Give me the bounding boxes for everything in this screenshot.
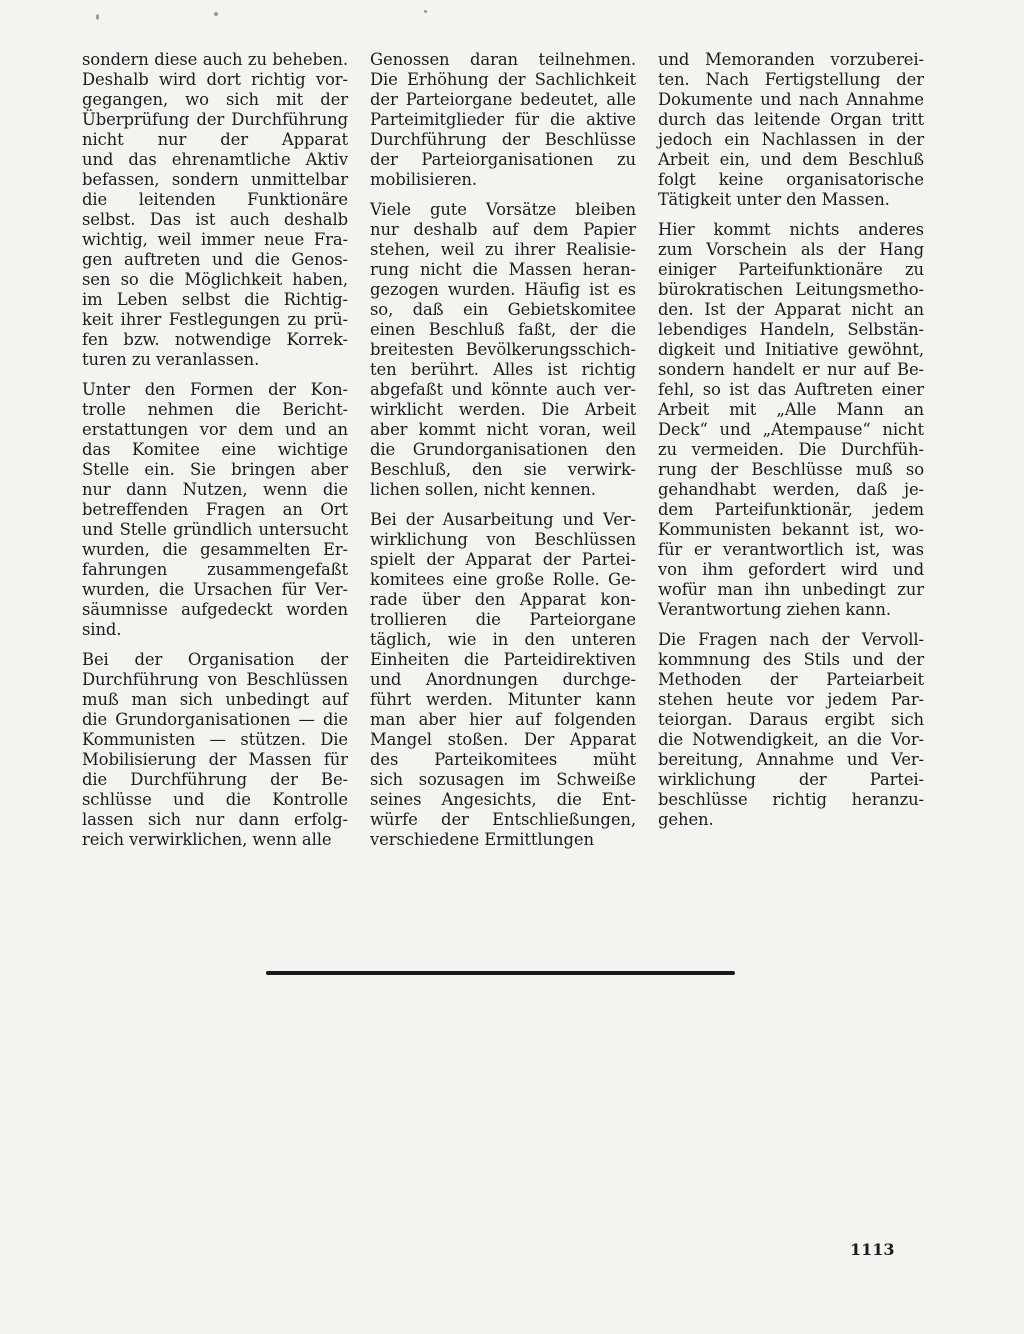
text-line: Kommunisten bekannt ist, wo- [658,520,924,539]
print-speck [214,12,218,16]
text-line: muß man sich unbedingt auf [82,690,348,709]
text-line: betreffenden Fragen an Ort [82,500,348,519]
text-line: wirklichung der Partei- [658,770,924,789]
text-line: Die Fragen nach der Vervoll- [658,630,924,649]
text-line: man aber hier auf folgenden [370,710,636,729]
text-line: gehen. [658,810,714,829]
text-line: reich verwirklichen, wenn alle [82,830,332,849]
text-line: teiorgan. Daraus ergibt sich [658,710,924,729]
text-line: selbst. Das ist auch deshalb [82,210,348,229]
text-line: durch das leitende Organ tritt [658,110,924,129]
text-line: abgefaßt und könnte auch ver- [370,380,636,399]
text-column-1 [82,50,348,860]
text-line: erstattungen vor dem und an [82,420,348,439]
paragraph [82,380,348,640]
section-divider-rule [266,971,735,975]
paragraph [370,510,636,850]
text-line: Deshalb wird dort richtig vor- [82,70,348,89]
text-line: nur dann Nutzen, wenn die [82,480,348,499]
text-line: und Stelle gründlich untersucht [82,520,348,539]
paragraph [370,200,636,500]
text-line: lichen sollen, nicht kennen. [370,480,596,499]
text-line: beschlüsse richtig heranzu- [658,790,924,809]
text-line: der Parteiorganisationen zu [370,150,636,169]
text-line: Genossen daran teilnehmen. [370,50,636,69]
text-line: die Durchführung der Be- [82,770,348,789]
text-line: keit ihrer Festlegungen zu prü- [82,310,348,329]
paragraph [658,630,924,830]
text-line: und Memoranden vorzuberei- [658,50,924,69]
text-column-2 [370,50,636,860]
text-line: sen so die Möglichkeit haben, [82,270,348,289]
text-line: rung der Beschlüsse muß so [658,460,924,479]
text-line: wofür man ihn unbedingt zur [658,580,924,599]
text-line: Deck“ und „Atempause“ nicht [658,420,924,439]
text-line: Die Erhöhung der Sachlichkeit [370,70,636,89]
text-line: Mobilisierung der Massen für [82,750,348,769]
text-line: gehandhabt werden, daß je- [658,480,924,499]
paragraph [658,220,924,620]
page-number: 1113 [850,1240,895,1259]
text-line: gen auftreten und die Genos- [82,250,348,269]
text-line: fen bzw. notwendige Korrek- [82,330,348,349]
text-line: wirklicht werden. Die Arbeit [370,400,636,419]
text-line: der Parteiorgane bedeutet, alle [370,90,636,109]
text-line: lebendiges Handeln, Selbstän- [658,320,924,339]
text-line: Durchführung von Beschlüssen [82,670,348,689]
text-line: sind. [82,620,122,639]
text-line: kommnung des Stils und der [658,650,924,669]
print-speck [424,10,427,13]
text-line: wurden, die gesammelten Er- [82,540,348,559]
text-line: des Parteikomitees müht [370,750,636,769]
paragraph [82,650,348,850]
text-line: sondern diese auch zu beheben. [82,50,348,69]
text-line: komitees eine große Rolle. Ge- [370,570,636,589]
text-line: Methoden der Parteiarbeit [658,670,924,689]
paragraph [658,50,924,210]
text-line: wichtig, weil immer neue Fra- [82,230,348,249]
text-line: die Grundorganisationen den [370,440,636,459]
text-line: würfe der Entschließungen, [370,810,636,829]
text-line: spielt der Apparat der Partei- [370,550,636,569]
text-column-3 [658,50,924,840]
text-line: digkeit und Initiative gewöhnt, [658,340,924,359]
text-line: so, daß ein Gebietskomitee [370,300,636,319]
text-line: turen zu veranlassen. [82,350,260,369]
text-line: zum Vorschein als der Hang [658,240,924,259]
text-line: stehen heute vor jedem Par- [658,690,924,709]
text-line: Arbeit mit „Alle Mann an [658,400,924,419]
text-line: Viele gute Vorsätze bleiben [370,200,636,219]
text-line: Tätigkeit unter den Massen. [658,190,890,209]
text-line: einen Beschluß faßt, der die [370,320,636,339]
text-line: bereitung, Annahme und Ver- [658,750,924,769]
text-line: gezogen wurden. Häufig ist es [370,280,636,299]
text-line: Bei der Organisation der [82,650,348,669]
text-line: nur deshalb auf dem Papier [370,220,636,239]
text-line: befassen, sondern unmittelbar [82,170,348,189]
text-line: fahrungen zusammengefaßt [82,560,348,579]
text-line: Beschluß, den sie verwirk- [370,460,636,479]
text-line: Dokumente und nach Annahme [658,90,924,109]
text-line: breitesten Bevölkerungsschich- [370,340,636,359]
text-line: im Leben selbst die Richtig- [82,290,348,309]
text-line: führt werden. Mitunter kann [370,690,636,709]
text-line: trollieren die Parteiorgane [370,610,636,629]
text-line: Unter den Formen der Kon- [82,380,348,399]
text-line: aber kommt nicht voran, weil [370,420,636,439]
text-line: gegangen, wo sich mit der [82,90,348,109]
text-line: verschiedene Ermittlungen [370,830,594,849]
text-line: bürokratischen Leitungsmetho- [658,280,924,299]
text-line: für er verantwortlich ist, was [658,540,924,559]
text-line: Hier kommt nichts anderes [658,220,924,239]
text-line: säumnisse aufgedeckt worden [82,600,348,619]
text-line: lassen sich nur dann erfolg- [82,810,348,829]
text-line: Arbeit ein, und dem Beschluß [658,150,924,169]
text-line: Parteimitglieder für die aktive [370,110,636,129]
text-line: schlüsse und die Kontrolle [82,790,348,809]
text-line: die Notwendigkeit, an die Vor- [658,730,924,749]
text-line: Verantwortung ziehen kann. [658,600,891,619]
text-line: jedoch ein Nachlassen in der [658,130,924,149]
paragraph [370,50,636,190]
text-line: zu vermeiden. Die Durchfüh- [658,440,924,459]
text-line: trolle nehmen die Bericht- [82,400,348,419]
text-line: die leitenden Funktionäre [82,190,348,209]
text-line: und das ehrenamtliche Aktiv [82,150,348,169]
text-line: seines Angesichts, die Ent- [370,790,636,809]
text-line: stehen, weil zu ihrer Realisie- [370,240,636,259]
text-line: folgt keine organisatorische [658,170,924,189]
text-line: einiger Parteifunktionäre zu [658,260,924,279]
text-line: ten berührt. Alles ist richtig [370,360,636,379]
text-line: rung nicht die Massen heran- [370,260,636,279]
text-line: wurden, die Ursachen für Ver- [82,580,348,599]
text-line: nicht nur der Apparat [82,130,348,149]
text-line: Mangel stoßen. Der Apparat [370,730,636,749]
text-line: sondern handelt er nur auf Be- [658,360,924,379]
text-line: mobilisieren. [370,170,477,189]
text-line: Stelle ein. Sie bringen aber [82,460,348,479]
text-line: Überprüfung der Durchführung [82,110,348,129]
paragraph [82,50,348,370]
text-line: von ihm gefordert wird und [658,560,924,579]
text-line: ten. Nach Fertigstellung der [658,70,924,89]
text-line: Durchführung der Beschlüsse [370,130,636,149]
text-line: sich sozusagen im Schweiße [370,770,636,789]
text-line: Einheiten die Parteidirektiven [370,650,636,669]
text-line: dem Parteifunktionär, jedem [658,500,924,519]
text-line: das Komitee eine wichtige [82,440,348,459]
text-line: täglich, wie in den unteren [370,630,636,649]
text-line: wirklichung von Beschlüssen [370,530,636,549]
text-line: und Anordnungen durchge- [370,670,636,689]
text-line: Bei der Ausarbeitung und Ver- [370,510,636,529]
text-line: Kommunisten — stützen. Die [82,730,348,749]
text-line: die Grundorganisationen — die [82,710,348,729]
text-line: rade über den Apparat kon- [370,590,636,609]
text-line: den. Ist der Apparat nicht an [658,300,924,319]
text-line: fehl, so ist das Auftreten einer [658,380,924,399]
print-speck [96,14,99,20]
